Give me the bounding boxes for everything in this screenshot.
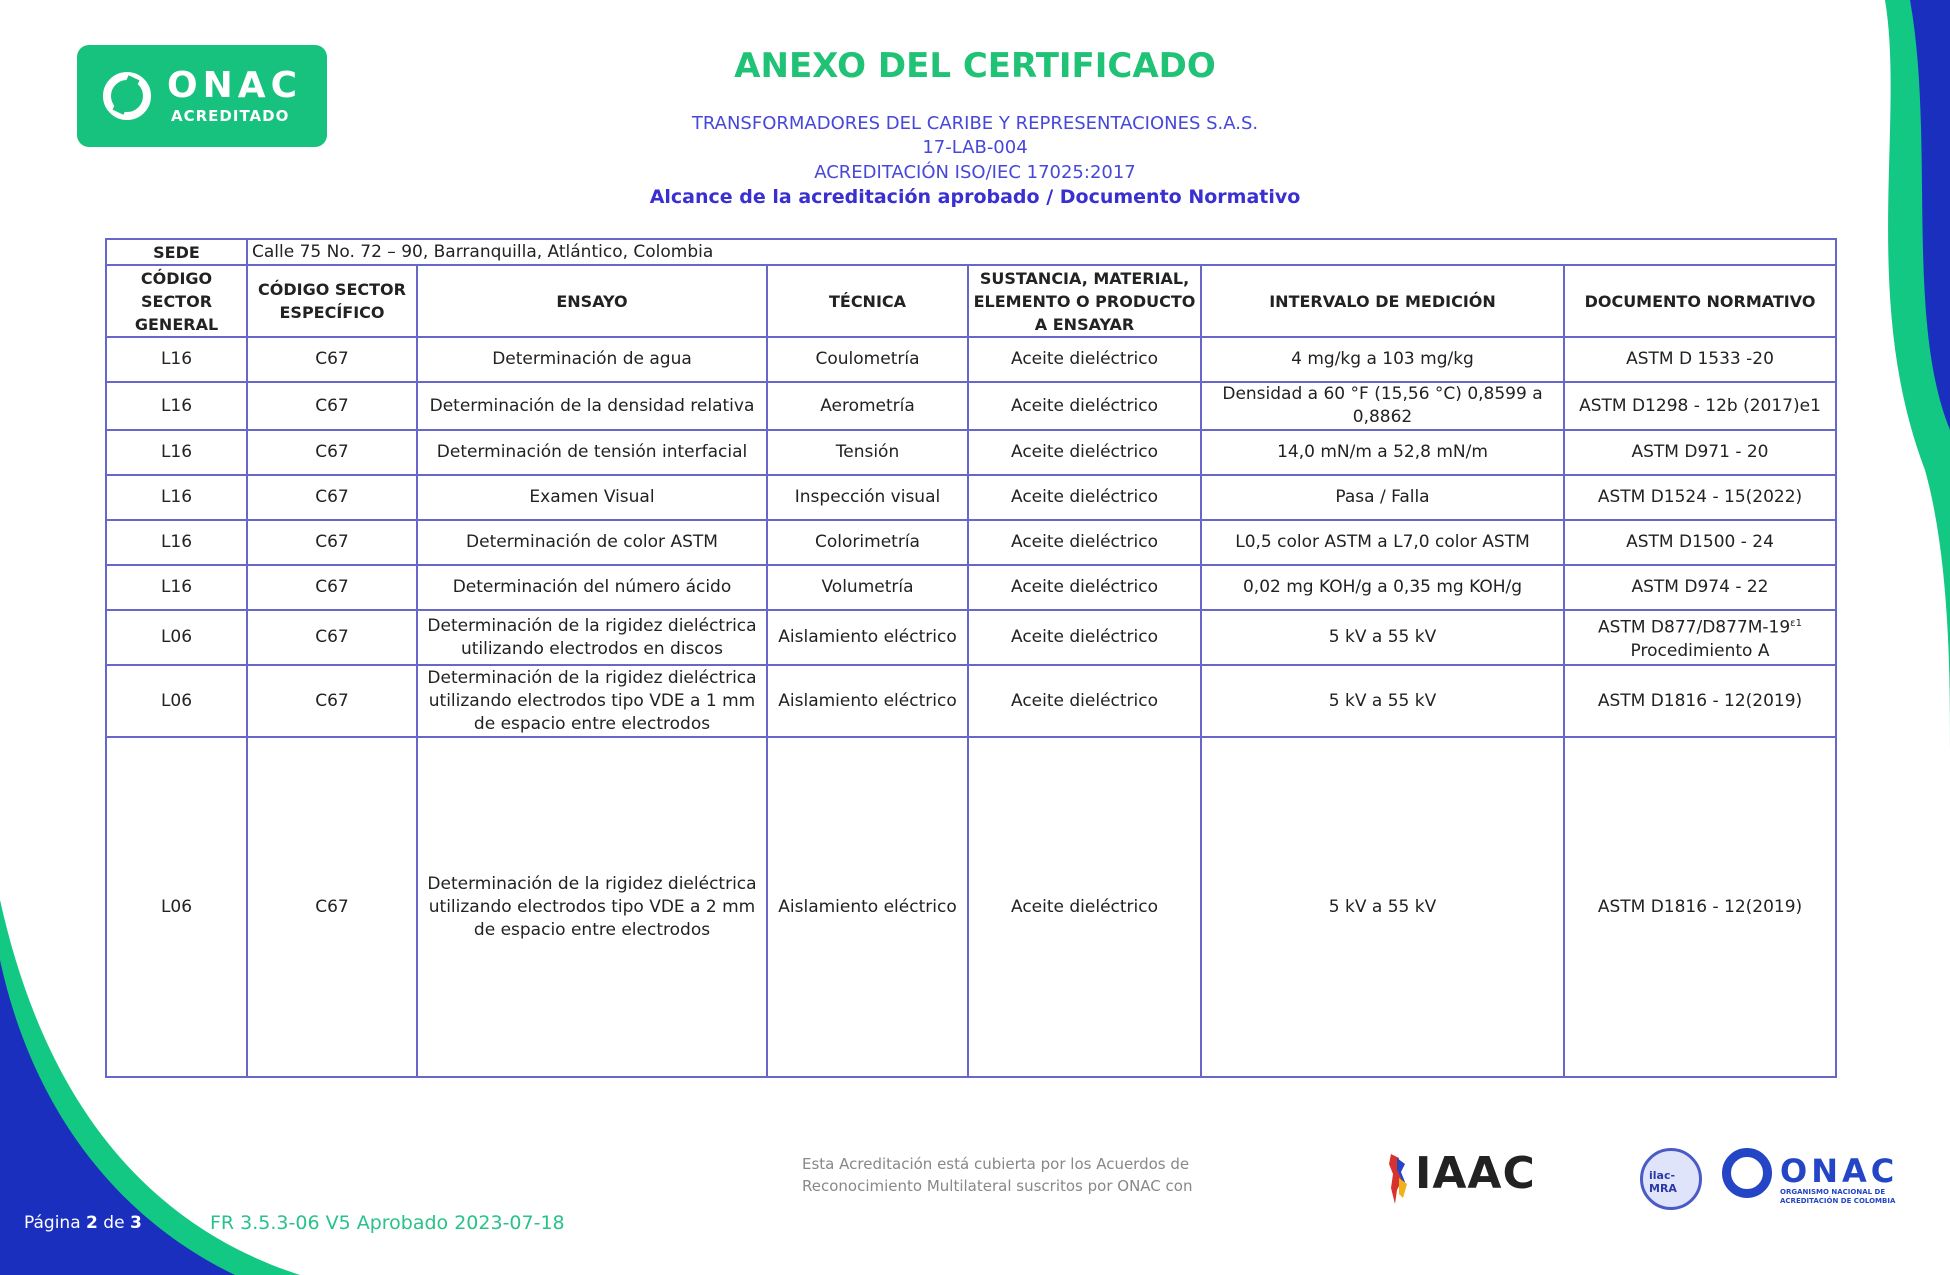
cell-general: L16 [106, 337, 247, 382]
documento-superscript: ε1 [1790, 618, 1802, 630]
table-row [106, 737, 1836, 1077]
documento-procedure: Procedimiento A [1630, 640, 1770, 661]
cell-documento [1564, 610, 1836, 665]
cell-intervalo: L0,5 color ASTM a L7,0 color ASTM [1201, 520, 1564, 565]
accreditation-scope-table [105, 238, 1837, 1078]
cell-especifico: C67 [247, 737, 417, 1077]
cell-general: L06 [106, 737, 247, 1077]
table-row [106, 665, 1836, 737]
cell-especifico: C67 [247, 610, 417, 665]
cell-documento: ASTM D1816 - 12(2019) [1564, 737, 1836, 1077]
cell-ensayo: Determinación del número ácido [417, 565, 767, 610]
accreditation-standard: ACREDITACIÓN ISO/IEC 17025:2017 [814, 162, 1136, 183]
cell-ensayo: Determinación de la rigidez dieléctrica utilizando electrodos en discos [417, 610, 767, 665]
sede-row [106, 239, 1836, 265]
onac-footer-subtitle: ORGANISMO NACIONAL DE ACREDITACIÓN DE COLOMBIA [1780, 1188, 1896, 1205]
cell-general: L16 [106, 430, 247, 475]
cell-sustancia: Aceite dieléctrico [968, 665, 1201, 737]
cell-tecnica: Coulometría [767, 337, 968, 382]
cell-tecnica: Inspección visual [767, 475, 968, 520]
table-row [106, 610, 1836, 665]
cell-intervalo: 4 mg/kg a 103 mg/kg [1201, 337, 1564, 382]
table-row [106, 337, 1836, 382]
cell-intervalo: Densidad a 60 °F (15,56 °C) 0,8599 a 0,8862 [1201, 382, 1564, 430]
cell-documento: ASTM D1500 - 24 [1564, 520, 1836, 565]
cell-sustancia: Aceite dieléctrico [968, 737, 1201, 1077]
cell-intervalo: 5 kV a 55 kV [1201, 610, 1564, 665]
cell-tecnica: Colorimetría [767, 520, 968, 565]
onac-ring-icon [103, 72, 151, 120]
cell-tecnica: Tensión [767, 430, 968, 475]
cell-sustancia: Aceite dieléctrico [968, 430, 1201, 475]
lab-code: 17-LAB-004 [922, 137, 1028, 158]
cell-tecnica: Aislamiento eléctrico [767, 610, 968, 665]
ilac-text: ilac-MRA [1649, 1169, 1677, 1195]
page-of: de [103, 1213, 125, 1233]
table-row [106, 565, 1836, 610]
onac-footer-text: ONAC [1780, 1152, 1899, 1190]
table-row [106, 430, 1836, 475]
cell-documento: ASTM D1816 - 12(2019) [1564, 665, 1836, 737]
scope-subtitle: Alcance de la acreditación aprobado / Documento Normativo [649, 186, 1301, 208]
cell-documento: ASTM D1524 - 15(2022) [1564, 475, 1836, 520]
cell-ensayo: Determinación de la densidad relativa [417, 382, 767, 430]
cell-intervalo: 0,02 mg KOH/g a 0,35 mg KOH/g [1201, 565, 1564, 610]
cell-tecnica: Volumetría [767, 565, 968, 610]
cell-general: L16 [106, 520, 247, 565]
cell-general: L16 [106, 475, 247, 520]
cell-especifico: C67 [247, 520, 417, 565]
mra-note-line2: Reconocimiento Multilateral suscritos por ONAC con [802, 1177, 1193, 1195]
cell-sustancia: Aceite dieléctrico [968, 475, 1201, 520]
table-row [106, 475, 1836, 520]
cell-ensayo: Determinación de la rigidez dieléctrica utilizando electrodos tipo VDE a 2 mm de espacio entre electrodos [417, 737, 767, 1077]
cell-sustancia: Aceite dieléctrico [968, 520, 1201, 565]
col-header-ensayo: ENSAYO [417, 265, 767, 337]
cell-sustancia: Aceite dieléctrico [968, 610, 1201, 665]
cell-general: L16 [106, 565, 247, 610]
col-header-documento: DOCUMENTO NORMATIVO [1564, 265, 1836, 337]
mra-note-line1: Esta Acreditación está cubierta por los Acuerdos de [802, 1155, 1190, 1173]
table-row [106, 520, 1836, 565]
cell-intervalo: 5 kV a 55 kV [1201, 737, 1564, 1077]
cell-especifico: C67 [247, 565, 417, 610]
cell-ensayo: Determinación de tensión interfacial [417, 430, 767, 475]
cell-documento: ASTM D 1533 -20 [1564, 337, 1836, 382]
cell-ensayo: Determinación de la rigidez dieléctrica utilizando electrodos tipo VDE a 1 mm de espacio entre electrodos [417, 665, 767, 737]
form-code: FR 3.5.3-06 V5 Aprobado 2023-07-18 [210, 1212, 565, 1234]
col-header-especifico: CÓDIGO SECTOR ESPECÍFICO [247, 265, 417, 337]
document-title: ANEXO DEL CERTIFICADO [734, 46, 1216, 86]
cell-especifico: C67 [247, 475, 417, 520]
cell-sustancia: Aceite dieléctrico [968, 382, 1201, 430]
cell-especifico: C67 [247, 382, 417, 430]
cell-general: L16 [106, 382, 247, 430]
ilac-mra-logo [1640, 1148, 1702, 1210]
cell-intervalo: 14,0 mN/m a 52,8 mN/m [1201, 430, 1564, 475]
col-header-general: CÓDIGO SECTOR GENERAL [106, 265, 247, 337]
page-label: Página [24, 1213, 81, 1233]
cell-general: L06 [106, 610, 247, 665]
page-total: 3 [129, 1213, 142, 1233]
page-current: 2 [86, 1213, 98, 1233]
cell-tecnica: Aislamiento eléctrico [767, 737, 968, 1077]
logo-main-text: ONAC [167, 65, 303, 106]
page-number [24, 1213, 142, 1233]
cell-ensayo: Examen Visual [417, 475, 767, 520]
col-header-intervalo: INTERVALO DE MEDICIÓN [1201, 265, 1564, 337]
table-row [106, 382, 1836, 430]
onac-accredited-logo [77, 45, 327, 147]
cell-tecnica: Aislamiento eléctrico [767, 665, 968, 737]
documento-code: ASTM D877/D877M-19 [1598, 617, 1791, 638]
logo-sub-text: ACREDITADO [171, 107, 290, 125]
company-name: TRANSFORMADORES DEL CARIBE Y REPRESENTACIONES S.A.S. [691, 113, 1259, 134]
iaac-mark-icon [1385, 1148, 1413, 1208]
cell-intervalo: 5 kV a 55 kV [1201, 665, 1564, 737]
sede-label: SEDE [106, 239, 247, 265]
cell-tecnica: Aerometría [767, 382, 968, 430]
table-header-row [106, 265, 1836, 337]
iaac-text: IAAC [1415, 1148, 1536, 1199]
cell-documento: ASTM D974 - 22 [1564, 565, 1836, 610]
cell-sustancia: Aceite dieléctrico [968, 337, 1201, 382]
cell-especifico: C67 [247, 430, 417, 475]
iaac-logo [1385, 1148, 1535, 1208]
cell-intervalo: Pasa / Falla [1201, 475, 1564, 520]
sede-address: Calle 75 No. 72 – 90, Barranquilla, Atlántico, Colombia [247, 239, 1836, 265]
cell-documento: ASTM D1298 - 12b (2017)e1 [1564, 382, 1836, 430]
cell-documento: ASTM D971 - 20 [1564, 430, 1836, 475]
cell-ensayo: Determinación de agua [417, 337, 767, 382]
cell-general: L06 [106, 665, 247, 737]
cell-especifico: C67 [247, 665, 417, 737]
cell-ensayo: Determinación de color ASTM [417, 520, 767, 565]
col-header-tecnica: TÉCNICA [767, 265, 968, 337]
cell-sustancia: Aceite dieléctrico [968, 565, 1201, 610]
col-header-sustancia: SUSTANCIA, MATERIAL, ELEMENTO O PRODUCTO A ENSAYAR [968, 265, 1201, 337]
mra-note [802, 1153, 1192, 1197]
onac-footer-ring-icon [1722, 1148, 1772, 1198]
cell-especifico: C67 [247, 337, 417, 382]
